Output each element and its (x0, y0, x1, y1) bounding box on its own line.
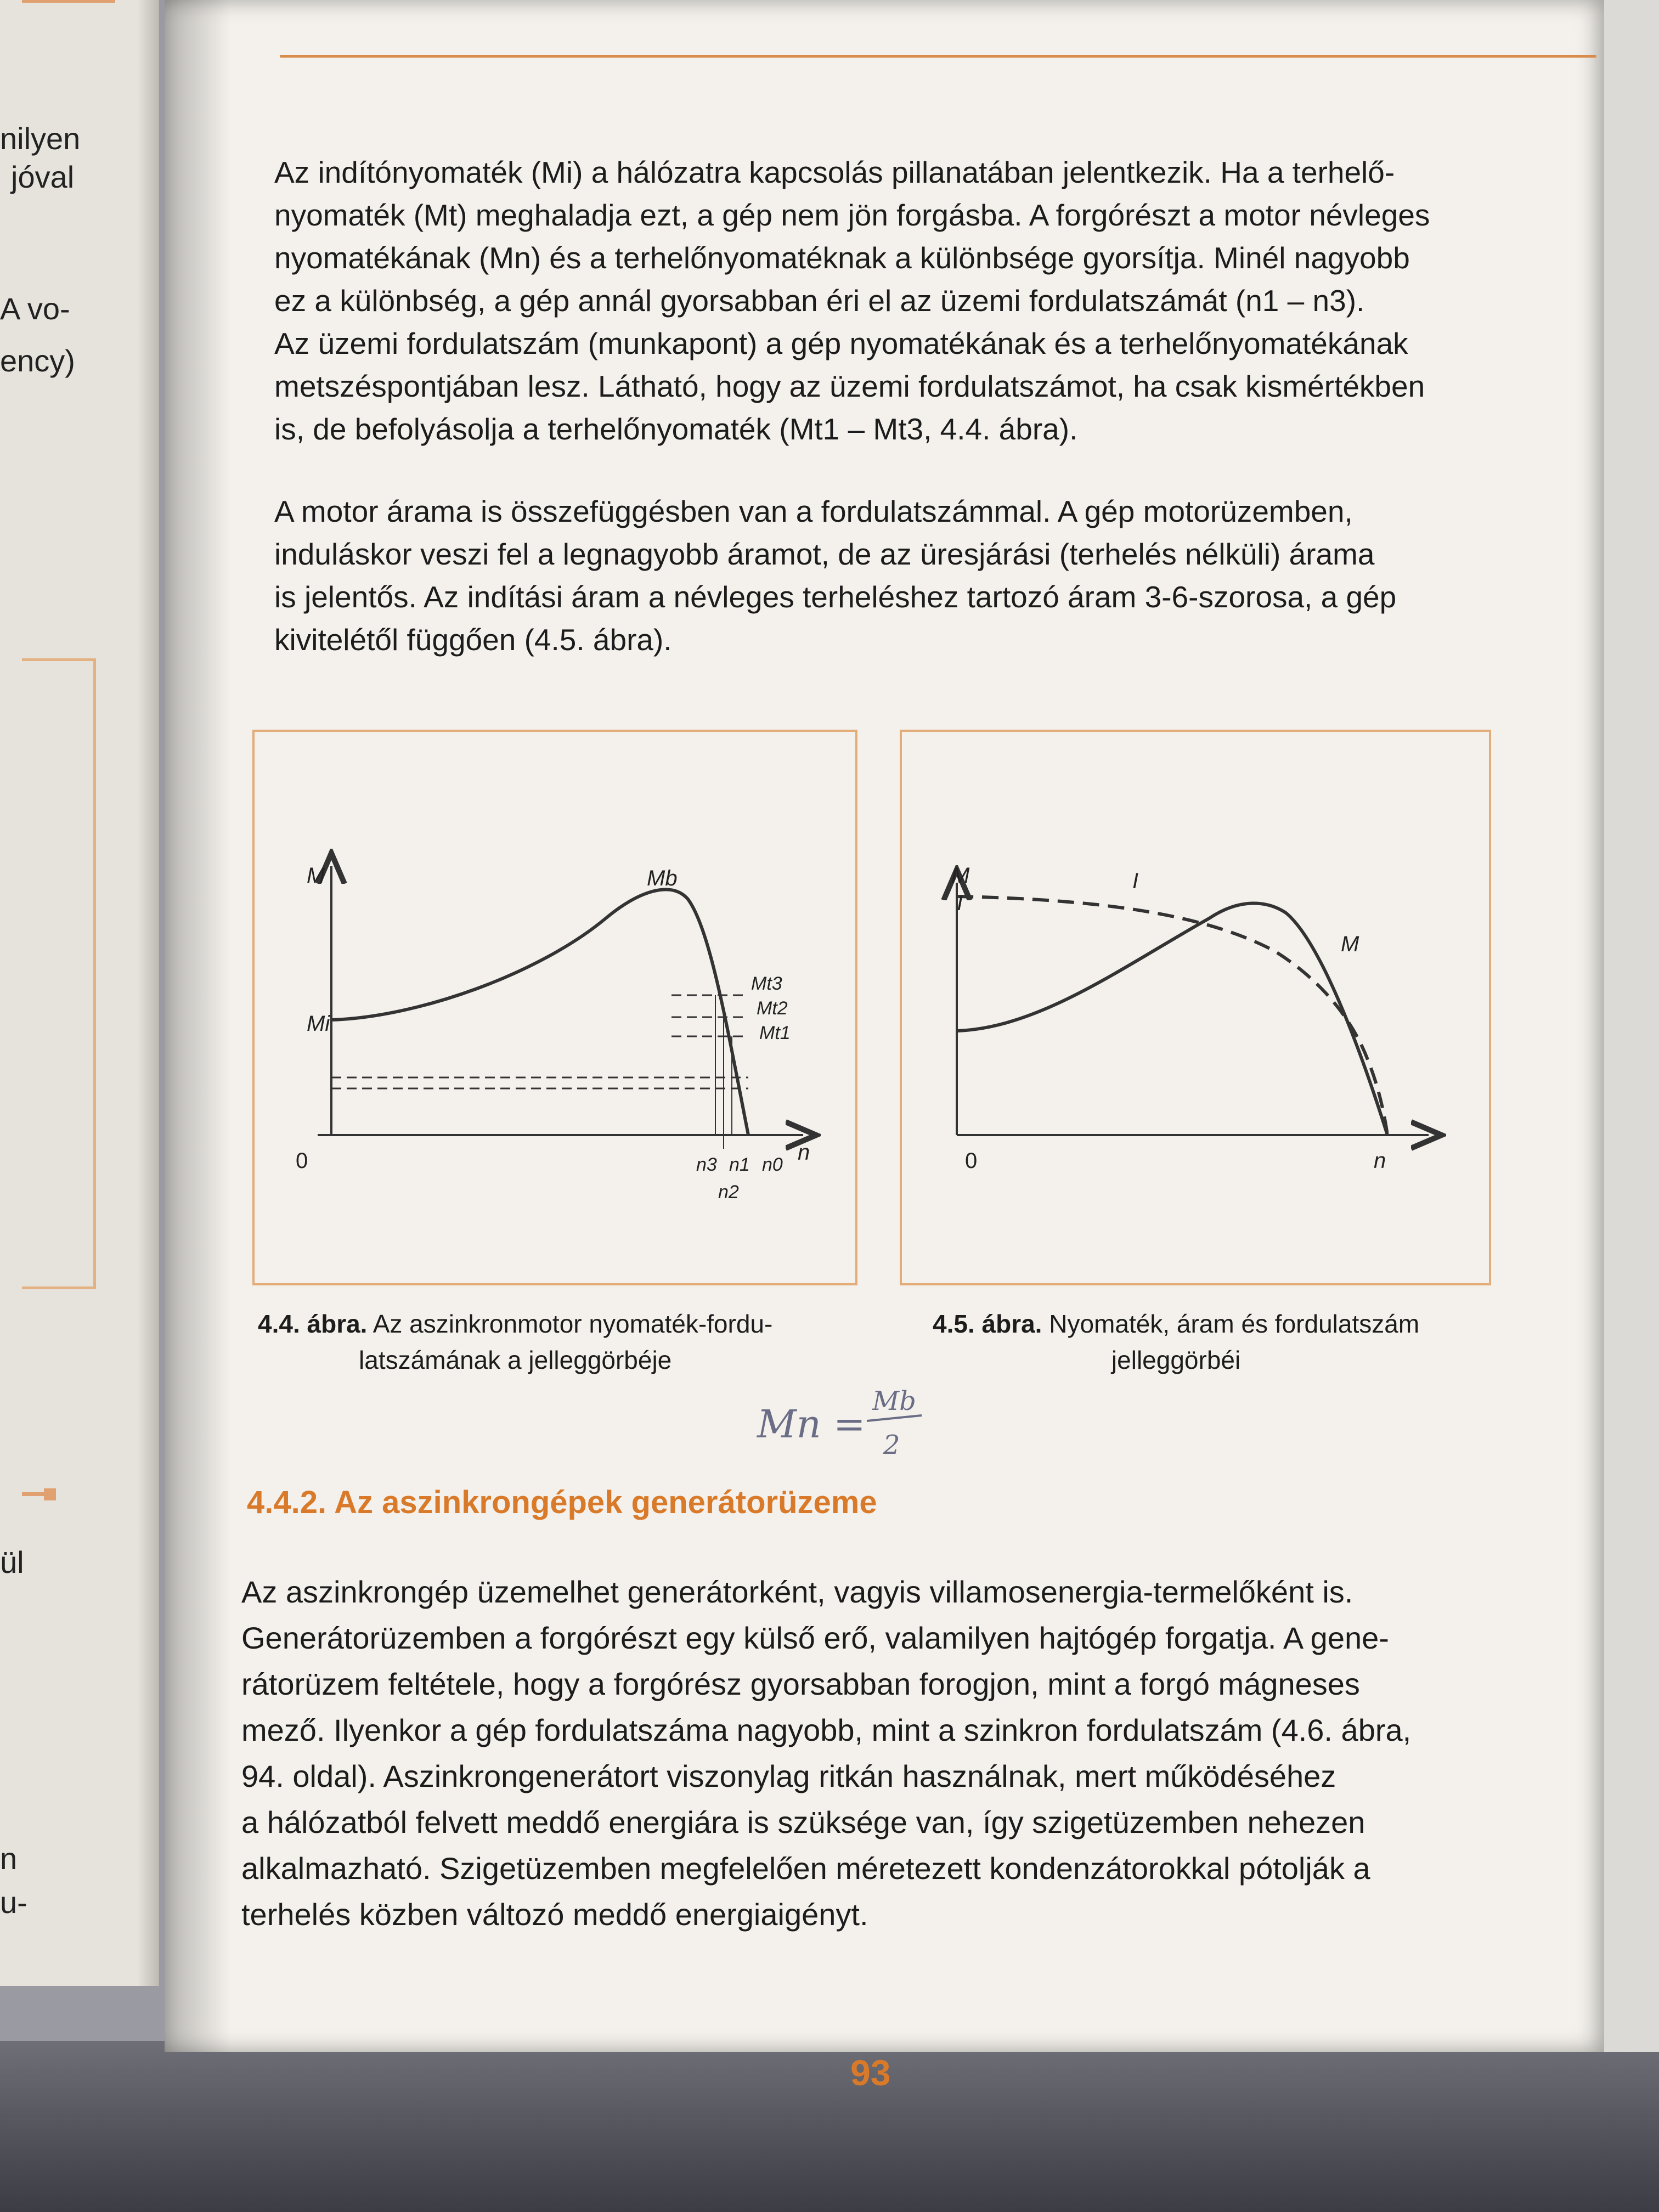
page-number: 93 (850, 2052, 891, 2093)
text-line: terhelés közben változó meddő energiaigényt. (241, 1897, 868, 1932)
label-curve-m: M (1341, 932, 1359, 956)
axis-label-y: M (307, 864, 325, 888)
text-line: kivitelétől függően (4.5. ábra). (274, 623, 672, 657)
current-curve (957, 896, 1387, 1135)
label-n1: n1 (729, 1154, 750, 1175)
axis-label-y-m: M (951, 864, 970, 888)
caption-text: Nyomaték, áram és fordulatszám (1049, 1310, 1420, 1338)
text-line: Az aszinkrongép üzemelhet generátorként, vagyis villamosenergia-termelőként is. (241, 1575, 1353, 1609)
handwritten-denominator: 2 (883, 1430, 900, 1460)
handwritten-lhs: Mn = (757, 1402, 866, 1447)
left-page-fragment: ül (0, 1545, 24, 1579)
label-mt3: Mt3 (751, 973, 782, 994)
caption-label: 4.4. ábra. (258, 1310, 368, 1338)
text-line: mező. Ilyenkor a gép fordulatszáma nagyobb, mint a szinkron fordulatszám (4.6. ábra, (241, 1713, 1412, 1747)
handwritten-numerator: Mb (872, 1386, 916, 1417)
label-n3: n3 (696, 1154, 717, 1175)
body-text (274, 151, 1498, 701)
left-page-fragment: ency) (0, 343, 75, 378)
axis-label-y-i: I (957, 891, 963, 915)
left-page-fragment: u- (0, 1885, 27, 1920)
text-line: Az üzemi fordulatszám (munkapont) a gép nyomatékának és a terhelőnyomatékának (274, 326, 1408, 360)
text-line: nyomatékának (Mn) és a terhelőnyomatéknak a különbsége gyorsítja. Minél nagyobb (274, 241, 1410, 275)
label-curve-i: I (1132, 869, 1139, 893)
label-mt1: Mt1 (759, 1023, 791, 1043)
text-line: is jelentős. Az indítási áram a névleges terheléshez tartozó áram 3-6-szorosa, a gép (274, 580, 1397, 614)
handwritten-note (752, 1372, 938, 1470)
left-page-fragment: n (0, 1841, 18, 1876)
left-page-fragment: A vo- (0, 291, 70, 326)
paragraph-1 (274, 151, 1498, 450)
text-line: Generátorüzemben a forgórészt egy külső erő, valamilyen hajtógép forgatja. A gene- (241, 1621, 1389, 1655)
left-page-fragment: nilyen (0, 121, 81, 156)
caption-figure-4-5 (933, 1306, 1419, 1378)
label-n0: n0 (762, 1154, 783, 1175)
paragraph-3 (241, 1569, 1411, 1938)
label-mb: Mb (647, 866, 678, 890)
text-line: Az indítónyomaték (Mi) a hálózatra kapcsolás pillanatában jelentkezik. Ha a terhelő- (274, 155, 1395, 189)
figure-4-5 (900, 730, 1491, 1285)
figure-4-4 (252, 730, 857, 1285)
left-page-marker (22, 1492, 44, 1496)
text-line: metszéspontjában lesz. Látható, hogy az üzemi fordulatszámot, ha csak kismértékben (274, 369, 1425, 403)
paragraph-2 (274, 490, 1498, 661)
torque-curve (957, 904, 1387, 1136)
caption-label: 4.5. ábra. (933, 1310, 1042, 1338)
left-page-header-rule (22, 0, 115, 3)
left-page-gutter (137, 0, 159, 1986)
torque-speed-diagram (255, 732, 855, 1283)
torque-current-diagram (902, 732, 1489, 1283)
text-line: alkalmazható. Szigetüzemben megfelelően méretezett kondenzátorokkal pótolják a (241, 1851, 1370, 1886)
text-line: rátorüzem feltétele, hogy a forgórész gyorsabban forogjon, mint a forgó mágneses (241, 1667, 1360, 1701)
caption-figure-4-4 (258, 1306, 772, 1378)
text-line: 94. oldal). Aszinkrongenerátort viszonylag ritkán használnak, mert működéséhez (241, 1759, 1336, 1793)
header-rule (280, 55, 1596, 58)
text-line: is, de befolyásolja a terhelőnyomaték (Mt1 – Mt3, 4.4. ábra). (274, 412, 1078, 446)
text-line: induláskor veszi fel a legnagyobb áramot, de az üresjárási (terhelés nélküli) árama (274, 537, 1375, 571)
label-mt2: Mt2 (757, 998, 788, 1019)
label-origin: 0 (296, 1149, 308, 1173)
axis-label-x: n (1374, 1149, 1386, 1173)
label-origin: 0 (965, 1149, 978, 1173)
desk-background (0, 2041, 1659, 2212)
left-page-figure-frame (22, 658, 96, 1289)
section-title: 4.4.2. Az aszinkrongépek generátorüzeme (247, 1485, 877, 1520)
text-line: ez a különbség, a gép annál gyorsabban éri el az üzemi fordulatszámát (n1 – n3). (274, 284, 1365, 318)
left-page-fragment: jóval (11, 160, 75, 194)
page-gutter-shadow (165, 0, 230, 2052)
torque-curve (331, 889, 748, 1135)
page-edge (1604, 0, 1659, 2052)
label-n2: n2 (718, 1182, 739, 1203)
caption-text: jelleggörbéi (1111, 1346, 1241, 1374)
caption-text: Az aszinkronmotor nyomaték-fordu- (373, 1310, 773, 1338)
axis-label-x: n (798, 1141, 810, 1165)
label-mi: Mi (307, 1012, 330, 1036)
left-page-marker-block (44, 1488, 56, 1500)
caption-text: latszámának a jelleggörbéje (359, 1346, 672, 1374)
text-line: a hálózatból felvett meddő energiára is szüksége van, így szigetüzemben nehezen (241, 1805, 1365, 1839)
text-line: A motor árama is összefüggésben van a fordulatszámmal. A gép motorüzemben, (274, 494, 1353, 528)
text-line: nyomaték (Mt) meghaladja ezt, a gép nem jön forgásba. A forgórészt a motor névleges (274, 198, 1430, 232)
